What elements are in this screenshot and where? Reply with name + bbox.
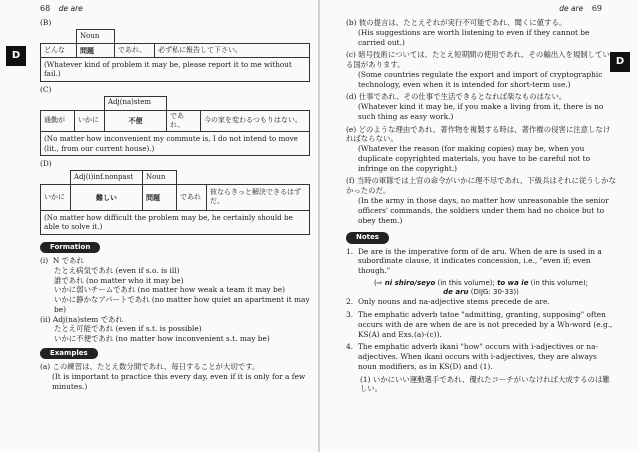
example-en: (In the army in those days, no matter how unreasonable the senior officers' commands, the soldiers under them had no choice but to obey them.) bbox=[358, 196, 609, 225]
example-a-jp: (a) この練習は、たとえ数分間であれ、毎日することが大切です。 bbox=[40, 362, 260, 372]
note-item bbox=[346, 247, 616, 276]
left-page bbox=[0, 0, 318, 452]
ks-d-cell: 難しい bbox=[71, 184, 143, 210]
formation-ii-label: (ii) bbox=[40, 314, 51, 324]
ref-text: (⇨ bbox=[373, 278, 385, 287]
example-a bbox=[40, 362, 310, 391]
formation-i bbox=[40, 256, 310, 266]
ref-text: (in this volume); bbox=[528, 278, 589, 287]
example-en: (Some countries regulate the export and import of cryptographic technology, even when it is intended for short-term use.) bbox=[358, 69, 603, 89]
example-jp: (d) 仕事であれ、その仕事で生活できるとなれば楽なものはない。 bbox=[346, 92, 567, 102]
ks-c-header: Adj(na)stem bbox=[105, 96, 167, 110]
formation-banner: Formation bbox=[40, 242, 100, 253]
ks-d-cell: 問題 bbox=[143, 184, 177, 210]
cross-reference bbox=[346, 279, 616, 297]
ref-link: ni shiro/seyo bbox=[384, 278, 436, 287]
ks-b-cell: 必ず私に報告して下さい。 bbox=[155, 43, 310, 57]
example-en: (Whatever the reason (for making copies) may be, when you duplicate copyrighted materials, you have to be careful not to infringe on the copyright.) bbox=[358, 144, 591, 173]
formation-jp: いかに静かなアパートであれ bbox=[54, 295, 150, 305]
right-running-title: de are bbox=[559, 4, 584, 13]
left-running-head bbox=[40, 4, 83, 15]
note-number: 3. bbox=[346, 310, 354, 320]
left-running-title: de are bbox=[58, 4, 83, 13]
ks-b-cell: であれ、 bbox=[115, 43, 155, 57]
ks-d-header: Noun bbox=[143, 170, 177, 184]
ks-d-gloss: (No matter how difficult the problem may be, he certainly should be able to solve it.) bbox=[40, 211, 310, 235]
note-text: Only nouns and na-adjective stems precede de are. bbox=[358, 297, 550, 307]
example-f bbox=[346, 176, 616, 225]
note-text: The emphatic adverb tatoe "admitting, granting, supposing" often occurs with de are when de are is not preceded by a Wh-word (e.g., KS(A) and Exs.(a)-(c)). bbox=[358, 310, 613, 339]
ks-d-cell: いかに bbox=[41, 184, 71, 210]
example-en: (His suggestions are worth listening to even if they cannot be carried out.) bbox=[358, 27, 590, 47]
note-item bbox=[346, 310, 616, 339]
right-column bbox=[346, 18, 616, 394]
note-item bbox=[346, 342, 616, 371]
example-e bbox=[346, 125, 616, 174]
ks-b-gloss: (Whatever kind of problem it may be, please report it to me without fail.) bbox=[40, 58, 310, 82]
left-page-number: 68 bbox=[40, 4, 51, 13]
formation-en: (no matter who it may be) bbox=[85, 275, 184, 285]
example-jp: (e) どのような理由であれ、著作物を複製する時は、著作権の侵害に注意しなければならない。 bbox=[346, 124, 611, 144]
ref-text: (DIJG: 30-33)) bbox=[468, 288, 519, 297]
note-example-1: (1) いかにいい運動選手であれ、優れたコーチがいなければ大成するのは難しい。 bbox=[360, 374, 610, 394]
ref-link: de aru bbox=[443, 288, 469, 297]
note-text: De are is the imperative form of de aru. When de are is used in a subordinate clause, it indicates concession, i.e., "even if; even though." bbox=[358, 246, 602, 276]
ks-c-cell: 不便 bbox=[105, 110, 167, 131]
formation-jp: たとえ病気であれ bbox=[54, 265, 114, 275]
ks-b-cell: 問題 bbox=[77, 43, 115, 57]
example-jp: (f) 当時の軍隊では上官の命令がいかに理不尽であれ、下級兵はそれに従うしかなかったのだ。 bbox=[346, 176, 616, 196]
formation-i-example bbox=[54, 285, 310, 295]
formation-en: (no matter how inconvenient s.t. may be) bbox=[115, 334, 270, 344]
formation-i-head: N であれ bbox=[52, 256, 84, 265]
formation-jp: たとえ可能であれ bbox=[54, 324, 114, 334]
formation-jp: いかに不便であれ bbox=[54, 334, 114, 344]
right-page-number: 69 bbox=[591, 4, 602, 13]
left-column bbox=[40, 16, 310, 394]
formation-ii-example bbox=[54, 324, 310, 334]
ks-d-header: Adj(i)inf.nonpast bbox=[71, 170, 143, 184]
formation-i-example bbox=[54, 266, 310, 276]
ks-c-cell: であれ、 bbox=[167, 110, 201, 131]
formation-en: (no matter how quiet an apartment it may be) bbox=[54, 295, 310, 314]
note-item bbox=[346, 297, 616, 307]
ks-d-cell: 彼ならきっと解決できるはずだ。 bbox=[207, 184, 310, 210]
formation-jp: 誰であれ bbox=[54, 275, 84, 285]
note-text: The emphatic adverb ikani "how" occurs with i-adjectives or na-adjectives. When ikani occurs with i-adjectives, they are always noun modifiers, as in KS(D) and (1). bbox=[358, 342, 598, 371]
notes-banner: Notes bbox=[346, 232, 389, 243]
right-running-head bbox=[559, 4, 602, 15]
ks-c-gloss: (No matter how inconvenient my commute is, I do not intend to move (lit., from our current house).) bbox=[40, 132, 310, 156]
ks-d-label: (D) bbox=[40, 159, 52, 168]
example-c bbox=[346, 50, 616, 89]
examples-banner: Examples bbox=[40, 348, 98, 359]
right-section-tab: D bbox=[610, 52, 630, 72]
ks-c-cell: 今の家を変わるつもりはない。 bbox=[201, 110, 310, 131]
formation-en: (even if s.t. is possible) bbox=[115, 324, 202, 334]
formation-en: (even if s.o. is ill) bbox=[115, 265, 180, 275]
note-number: 4. bbox=[346, 342, 354, 352]
ks-c-label: (C) bbox=[40, 84, 52, 94]
formation-ii-head: Adj(na)stem であれ bbox=[52, 314, 123, 324]
formation-en: (no matter how weak a team it may be) bbox=[137, 285, 286, 295]
formation-ii bbox=[40, 315, 310, 325]
formation-ii-example bbox=[54, 334, 310, 344]
example-en: (Whatever kind it may be, if you make a living from it, there is no such thing as easy work.) bbox=[358, 102, 604, 121]
ks-b-header: Noun bbox=[77, 29, 115, 43]
ks-c-table bbox=[40, 96, 310, 132]
ref-text: (in this volume); bbox=[435, 278, 498, 287]
example-d bbox=[346, 92, 616, 121]
ks-d-cell: であれ bbox=[177, 184, 207, 210]
ks-b-cell: どんな bbox=[41, 43, 77, 57]
right-page bbox=[320, 0, 638, 452]
formation-jp: いかに弱いチームであれ bbox=[54, 285, 136, 295]
formation-i-example bbox=[54, 295, 310, 315]
ks-c-cell: いかに bbox=[75, 110, 105, 131]
left-section-tab: D bbox=[6, 46, 26, 66]
ks-c-cell: 通勤が bbox=[41, 110, 75, 131]
example-jp: (c) 暗号技術については、たとえ短期間の使用であれ、その輸出入を規制している国があります。 bbox=[346, 50, 610, 70]
formation-i-example bbox=[54, 276, 310, 286]
ks-b-label: (B) bbox=[40, 18, 52, 27]
ks-b-table bbox=[40, 29, 310, 58]
example-jp: (b) 彼の提言は、たとえそれが実行不可能であれ、聞くに値する。 bbox=[346, 18, 567, 27]
note-number: 1. bbox=[346, 246, 354, 256]
formation-i-label: (i) bbox=[40, 256, 49, 265]
note-number: 2. bbox=[346, 297, 354, 307]
ref-link: to wa ie bbox=[497, 278, 529, 287]
ks-d-table bbox=[40, 170, 310, 211]
example-b bbox=[346, 18, 616, 47]
example-a-en: (It is important to practice this every day, even if it is only for a few minutes.) bbox=[52, 371, 306, 391]
